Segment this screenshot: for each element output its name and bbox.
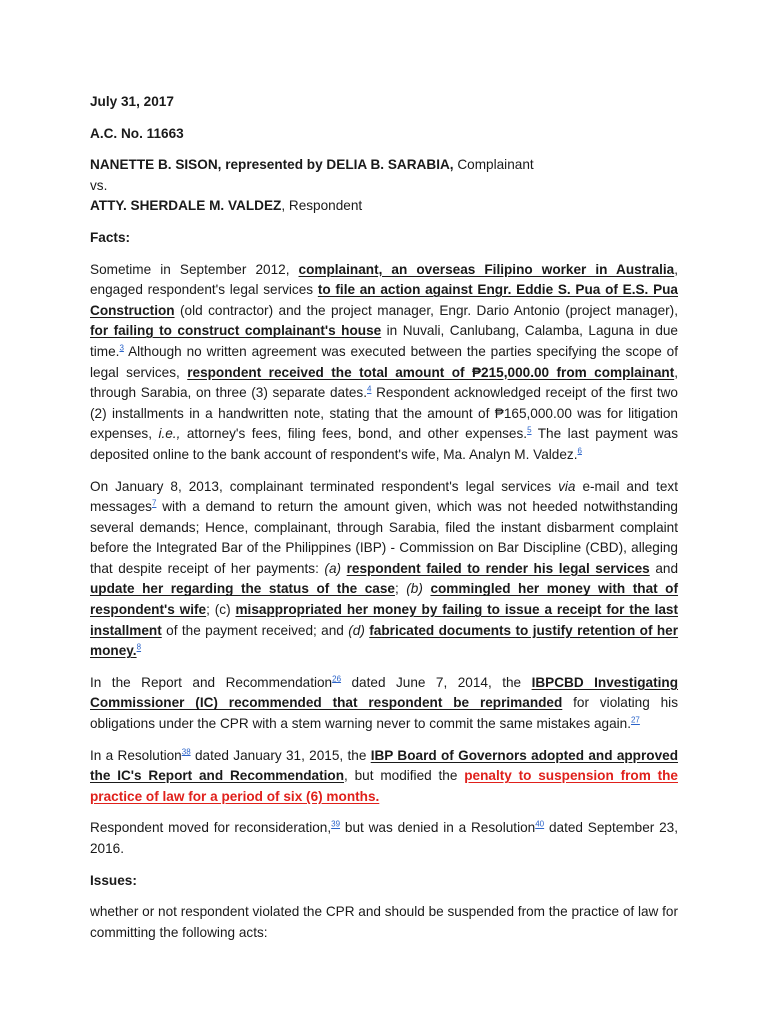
footnote-link-6[interactable]: 6: [577, 446, 582, 456]
facts-paragraph-1: [90, 260, 678, 466]
footnote-link-8[interactable]: 8: [136, 642, 142, 652]
italic-run: via: [558, 478, 576, 494]
emphasis-run: fabricated documents to justify retention of her money.: [90, 622, 679, 659]
emphasis-run: complainant, an overseas Filipino worker in Australia: [298, 261, 675, 277]
footnote-link-26[interactable]: 26: [332, 674, 342, 684]
emphasis-run: to file an action against Engr. Eddie S. Pua of E.S. Pua Construction: [90, 282, 678, 318]
text-run: for violating his obligations under the CPR with a stem warning never to commit the same mistakes again.: [90, 695, 678, 732]
text-run: Respondent acknowledged receipt of the first two (2) installments in a handwritten note, stating that the amount of ₱165,000.00 was for litigation expenses,: [90, 385, 678, 442]
footnote-link-27[interactable]: 27: [630, 715, 640, 725]
text-run: On January 8, 2013, complainant terminated respondent's legal services: [90, 478, 559, 494]
facts-heading: Facts:: [90, 229, 131, 245]
italic-run: (b): [406, 581, 423, 597]
emphasis-run: IBP Board of Governors adopted and approved the IC's Report and Recommendation: [90, 747, 679, 784]
case-number: A.C. No. 11663: [90, 125, 184, 141]
text-run: dated January 31, 2015, the: [190, 747, 371, 763]
text-run: Sometime in September 2012,: [90, 261, 299, 277]
respondent-line: [90, 196, 678, 217]
footnote-link-5[interactable]: 5: [527, 425, 532, 435]
emphasis-run: IBPCBD Investigating Commissioner (IC) recommended that respondent be reprimanded: [90, 674, 678, 711]
emphasis-run: respondent failed to render his legal services: [346, 560, 650, 576]
text-run: Respondent moved for reconsideration,: [90, 820, 332, 836]
emphasis-run: misappropriated her money by failing to issue a receipt for the last installment: [90, 602, 678, 638]
case-date: July 31, 2017: [90, 94, 174, 109]
italic-run: (d): [348, 622, 365, 638]
text-run: in Nuvali, Canlubang, Calamba, Laguna in due time.: [90, 323, 678, 359]
text-run: , engaged respondent's legal services: [90, 261, 678, 298]
italic-run: i.e.,: [158, 426, 181, 442]
complainant-role: Complainant: [453, 157, 534, 173]
emphasis-run: respondent received the total amount of ₱215,000.00 from complainant: [187, 364, 675, 380]
text-run: dated September 23, 2016.: [90, 820, 678, 856]
footnote-link-3[interactable]: 3: [119, 343, 124, 353]
respondent-role: , Respondent: [281, 198, 363, 214]
emphasis-run: update her regarding the status of the case: [90, 581, 395, 597]
issues-heading: Issues:: [90, 872, 137, 888]
text-run: In the Report and Recommendation: [90, 674, 333, 690]
complainant-line: [90, 155, 678, 176]
text-run: e-mail and text messages: [90, 478, 678, 515]
text-run: and: [649, 560, 678, 576]
facts-paragraph-3: [90, 673, 678, 735]
document-page: [90, 92, 678, 943]
text-run: but was denied in a Resolution: [340, 820, 536, 836]
respondent-name: ATTY. SHERDALE M. VALDEZ: [90, 198, 282, 214]
penalty-highlight: penalty to suspension from the practice of law for a period of six (6) months.: [90, 768, 678, 804]
footnote-link-40[interactable]: 40: [535, 819, 545, 829]
facts-paragraph-2: [90, 477, 678, 662]
text-run: (old contractor) and the project manager, Engr. Dario Antonio (project manager),: [174, 302, 678, 318]
footnote-link-39[interactable]: 39: [331, 819, 341, 829]
text-run: with a demand to return the amount given, which was not heeded notwithstanding several demands; Hence, complainant, through Sarabia, filed the instant disbarment complaint before the Integrated Bar of the Philippines (IBP) - Commission on Bar Discipline (CBD), alleging that despite receipt of her payments:: [90, 499, 678, 576]
text-run: ; (c): [206, 602, 236, 618]
emphasis-run: for failing to construct complainant's house: [90, 323, 382, 339]
facts-paragraph-5: [90, 818, 678, 859]
text-run: In a Resolution: [90, 747, 182, 763]
versus: vs.: [90, 177, 108, 193]
text-run: , through Sarabia, on three (3) separate dates.: [90, 364, 678, 401]
text-run: ;: [394, 581, 407, 597]
text-run: The last payment was deposited online to the bank account of respondent's wife, Ma. Analyn M. Valdez.: [90, 426, 678, 462]
text-run: , but modified the: [344, 768, 465, 784]
footnote-link-7[interactable]: 7: [151, 498, 157, 508]
text-run: of the payment received; and: [161, 622, 349, 638]
italic-run: (a): [324, 560, 342, 576]
footnote-link-4[interactable]: 4: [367, 384, 372, 394]
text-run: dated June 7, 2014, the: [341, 674, 532, 690]
issues-paragraph-1: whether or not respondent violated the CPR and should be suspended from the practice of law for committing the following acts:: [90, 904, 678, 940]
emphasis-run: commingled her money with that of respondent's wife: [90, 581, 679, 618]
footnote-link-38[interactable]: 38: [181, 747, 191, 757]
complainant-name: NANETTE B. SISON, represented by DELIA B. SARABIA,: [90, 157, 454, 173]
text-run: attorney's fees, filing fees, bond, and other expenses.: [180, 426, 528, 442]
facts-paragraph-4: [90, 746, 678, 808]
text-run: Although no written agreement was executed between the parties specifying the scope of legal services,: [90, 343, 678, 380]
